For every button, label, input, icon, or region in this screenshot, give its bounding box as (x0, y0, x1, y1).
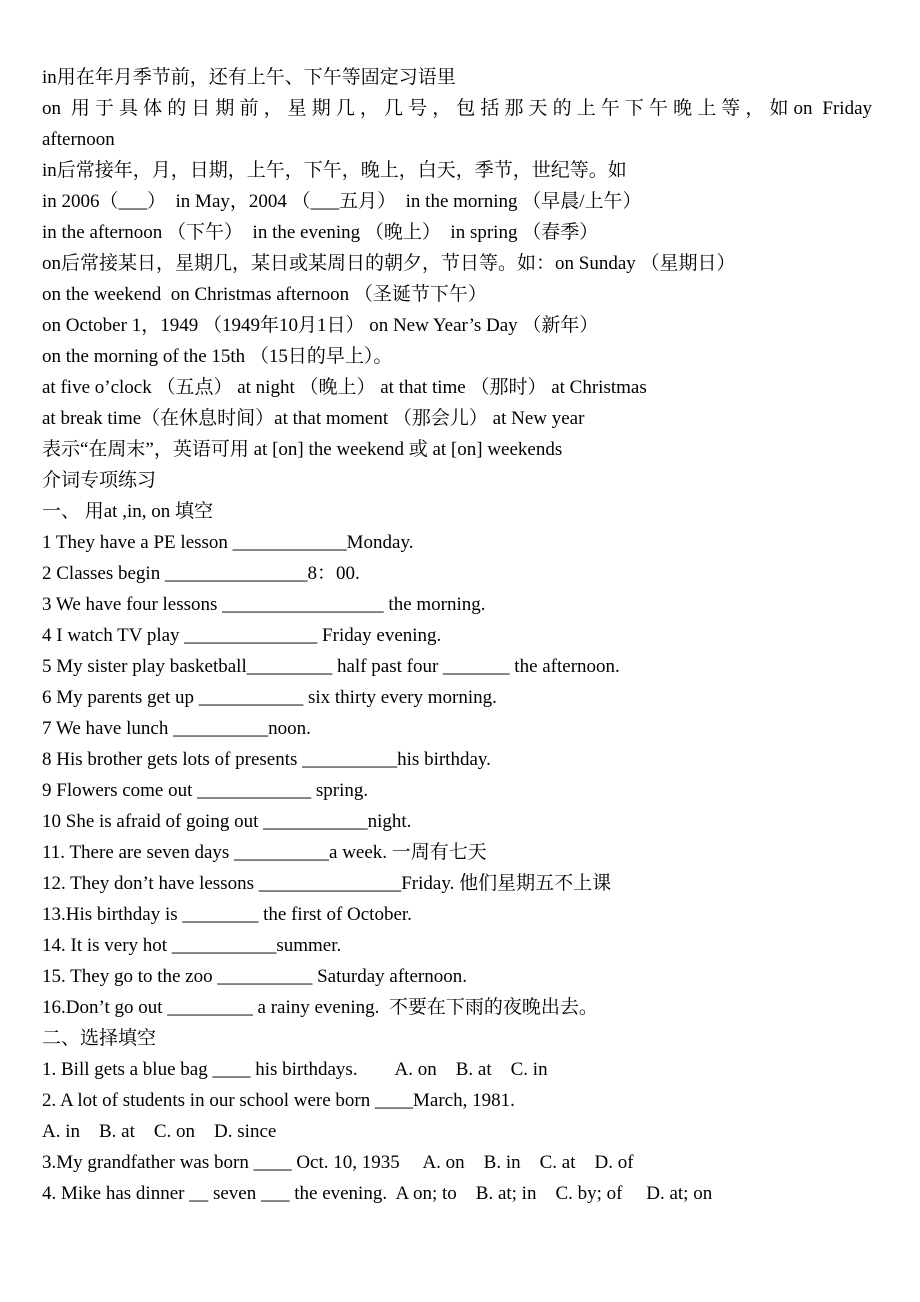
exercise-item: 3 We have four lessons _________________ the morning. (42, 594, 486, 615)
note-line: afternoon (42, 129, 115, 150)
exercise-item: 4 I watch TV play ______________ Friday evening. (42, 625, 442, 646)
exercise-item: 3.My grandfather was born ____ Oct. 10, 1935 A. on B. in C. at D. of (42, 1152, 634, 1173)
document-page (42, 62, 872, 1209)
note-line: in后常接年，月，日期，上午，下午，晚上，白天，季节，世纪等。如 (42, 160, 627, 181)
exercise-item: 11. There are seven days __________a week. 一周有七天 (42, 842, 487, 863)
section-heading: 一、 用at ,in, on 填空 (42, 501, 213, 522)
exercise-item: 1 They have a PE lesson ____________Monday. (42, 532, 414, 553)
note-line: in the afternoon （下午） in the evening （晚上） in spring （春季） (42, 222, 599, 243)
note-line: in用在年月季节前，还有上午、下午等固定习语里 (42, 67, 456, 88)
note-line: on October 1，1949 （1949年10月1日） on New Year’s Day （新年） (42, 315, 599, 336)
exercise-title: 介词专项练习 (42, 470, 157, 491)
exercise-options: A. in B. at C. on D. since (42, 1121, 277, 1142)
section-heading: 二、选择填空 (42, 1028, 157, 1049)
exercise-item: 8 His brother gets lots of presents __________his birthday. (42, 749, 491, 770)
exercise-item: 6 My parents get up ___________ six thirty every morning. (42, 687, 497, 708)
exercise-item: 2. A lot of students in our school were born ____March, 1981. (42, 1090, 515, 1111)
note-line: on 用于具体的日期前，星期几，几号，包括那天的上午下午晚上等，如on Friday (42, 98, 872, 119)
exercise-item: 10 She is afraid of going out ___________night. (42, 811, 412, 832)
exercise-item: 9 Flowers come out ____________ spring. (42, 780, 369, 801)
note-line: on the morning of the 15th （15日的早上）。 (42, 346, 393, 367)
exercise-item: 5 My sister play basketball_________ half past four _______ the afternoon. (42, 656, 620, 677)
exercise-item: 1. Bill gets a blue bag ____ his birthdays. A. on B. at C. in (42, 1059, 548, 1080)
exercise-item: 16.Don’t go out _________ a rainy evening. 不要在下雨的夜晚出去。 (42, 997, 598, 1018)
exercise-item: 12. They don’t have lessons _______________Friday. 他们星期五不上课 (42, 873, 612, 894)
note-line: in 2006（___） in May，2004 （___五月） in the morning （早晨/上午） (42, 191, 642, 212)
note-line: on the weekend on Christmas afternoon （圣诞节下午） (42, 284, 487, 305)
exercise-item: 7 We have lunch __________noon. (42, 718, 311, 739)
note-line: 表示“在周末”，英语可用 at [on] the weekend 或 at [on] weekends (42, 439, 563, 460)
note-line: at five o’clock （五点） at night （晚上） at that time （那时） at Christmas (42, 377, 647, 398)
exercise-item: 14. It is very hot ___________summer. (42, 935, 342, 956)
exercise-item: 4. Mike has dinner __ seven ___ the evening. A on; to B. at; in C. by; of D. at; on (42, 1183, 713, 1204)
exercise-item: 2 Classes begin _______________8：00. (42, 563, 360, 584)
exercise-item: 15. They go to the zoo __________ Saturday afternoon. (42, 966, 467, 987)
note-line: at break time（在休息时间）at that moment （那会儿） at New year (42, 408, 585, 429)
exercise-item: 13.His birthday is ________ the first of October. (42, 904, 412, 925)
note-line: on后常接某日，星期几，某日或某周日的朝夕，节日等。如：on Sunday （星期日） (42, 253, 736, 274)
